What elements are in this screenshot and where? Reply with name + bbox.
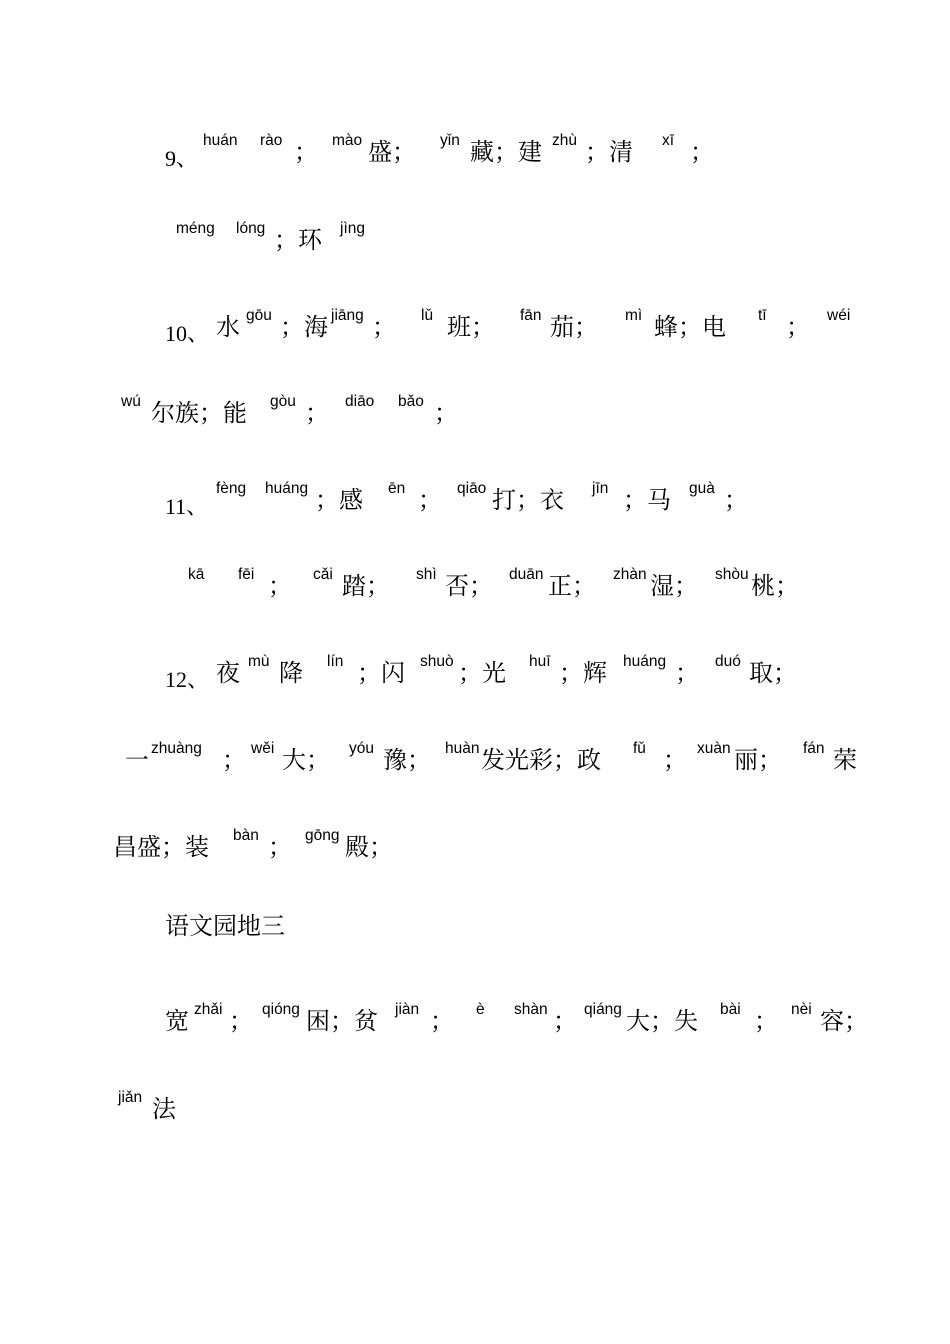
pinyin-annotation: shì xyxy=(416,566,437,583)
hanzi-text: ； xyxy=(372,313,396,341)
pinyin-annotation: bàn xyxy=(233,827,259,844)
pinyin-annotation: qiāo xyxy=(457,480,487,497)
hanzi-text: ； xyxy=(724,486,748,514)
text-line xyxy=(0,303,950,393)
hanzi-text: 桃； xyxy=(751,572,799,600)
pinyin-annotation: lǔ xyxy=(421,307,434,324)
hanzi-text: ；闪 xyxy=(357,659,405,687)
hanzi-text: ； xyxy=(553,1007,577,1035)
item-number: 9、 xyxy=(165,146,199,171)
pinyin-annotation: mì xyxy=(625,307,643,324)
text-line xyxy=(0,1085,950,1175)
hanzi-text: ； xyxy=(222,746,246,774)
pinyin-annotation: fēi xyxy=(238,566,255,583)
hanzi-text: ；环 xyxy=(274,226,322,254)
hanzi-text: 容； xyxy=(820,1007,868,1035)
section-heading: 语文园地三 xyxy=(165,912,285,940)
pinyin-annotation: zhuàng xyxy=(151,740,202,757)
pinyin-annotation: qióng xyxy=(262,1001,300,1018)
hanzi-text: 尔族；能 xyxy=(151,399,247,427)
hanzi-text: 昌盛；装 xyxy=(113,833,209,861)
pinyin-annotation: gòu xyxy=(270,393,296,410)
pinyin-annotation: fèng xyxy=(216,480,247,497)
pinyin-annotation: lóng xyxy=(236,220,266,237)
pinyin-annotation: guà xyxy=(689,480,715,497)
hanzi-text: 水 xyxy=(216,313,240,341)
hanzi-text: ； xyxy=(754,1007,778,1035)
pinyin-annotation: bǎo xyxy=(398,393,424,410)
hanzi-text: 盛； xyxy=(368,138,416,166)
text-line xyxy=(0,736,950,826)
hanzi-text: ； xyxy=(268,572,292,600)
pinyin-annotation: zhù xyxy=(552,132,577,149)
hanzi-text: 发光彩；政 xyxy=(481,746,601,774)
hanzi-text: 荣 xyxy=(833,746,857,774)
pinyin-annotation: huàn xyxy=(445,740,480,757)
pinyin-annotation: rào xyxy=(260,132,283,149)
hanzi-text: 夜 xyxy=(216,659,240,687)
pinyin-annotation: fǔ xyxy=(633,740,646,757)
hanzi-text: ； xyxy=(430,1007,454,1035)
pinyin-annotation: jiāng xyxy=(331,307,364,324)
pinyin-annotation: xuàn xyxy=(697,740,731,757)
hanzi-text: 宽 xyxy=(165,1007,189,1035)
hanzi-text: ； xyxy=(268,833,292,861)
hanzi-text: ； xyxy=(663,746,687,774)
hanzi-text: 正； xyxy=(548,572,596,600)
pinyin-annotation: yóu xyxy=(349,740,374,757)
pinyin-annotation: wéi xyxy=(827,307,851,324)
hanzi-text: 大； xyxy=(282,746,330,774)
hanzi-text: ；辉 xyxy=(559,659,607,687)
hanzi-text: ； xyxy=(434,399,458,427)
hanzi-text: 法 xyxy=(152,1095,176,1123)
pinyin-annotation: zhàn xyxy=(613,566,647,583)
hanzi-text: ；感 xyxy=(315,486,363,514)
hanzi-text: 殿； xyxy=(345,833,393,861)
hanzi-text: ；光 xyxy=(458,659,506,687)
text-line xyxy=(0,649,950,739)
hanzi-text: ；马 xyxy=(623,486,671,514)
hanzi-text: 打；衣 xyxy=(492,486,564,514)
pinyin-annotation: yǐn xyxy=(440,132,460,149)
hanzi-text: ； xyxy=(418,486,442,514)
pinyin-annotation: jiǎn xyxy=(118,1089,143,1106)
pinyin-annotation: diāo xyxy=(345,393,375,410)
hanzi-text: 藏；建 xyxy=(470,138,542,166)
hanzi-text: 降 xyxy=(279,659,303,687)
text-line xyxy=(0,389,950,479)
pinyin-annotation: huáng xyxy=(623,653,667,670)
pinyin-annotation: shàn xyxy=(514,1001,548,1018)
pinyin-annotation: tī xyxy=(758,307,767,324)
hanzi-text: 否； xyxy=(445,572,493,600)
pinyin-annotation: duó xyxy=(715,653,741,670)
pinyin-annotation: zhǎi xyxy=(194,1001,223,1018)
item-number: 12、 xyxy=(165,667,210,692)
pinyin-annotation: jīn xyxy=(592,480,609,497)
pinyin-annotation: huī xyxy=(529,653,551,670)
pinyin-annotation: shuò xyxy=(420,653,454,670)
pinyin-annotation: huáng xyxy=(265,480,309,497)
pinyin-annotation: jìng xyxy=(340,220,365,237)
pinyin-annotation: mào xyxy=(332,132,363,149)
hanzi-text: ；海 xyxy=(280,313,328,341)
pinyin-annotation: wú xyxy=(121,393,141,410)
pinyin-annotation: fán xyxy=(803,740,825,757)
hanzi-text: ； xyxy=(690,138,714,166)
item-number: 11、 xyxy=(165,494,209,519)
pinyin-annotation: huán xyxy=(203,132,238,149)
text-line xyxy=(0,562,950,652)
pinyin-annotation: kā xyxy=(188,566,205,583)
pinyin-annotation: ēn xyxy=(388,480,406,497)
pinyin-annotation: è xyxy=(476,1001,485,1018)
pinyin-annotation: jiàn xyxy=(395,1001,420,1018)
hanzi-text: 丽； xyxy=(734,746,782,774)
item-number: 10、 xyxy=(165,321,210,346)
pinyin-annotation: lín xyxy=(327,653,344,670)
pinyin-annotation: mù xyxy=(248,653,270,670)
hanzi-text: ； xyxy=(675,659,699,687)
pinyin-annotation: méng xyxy=(176,220,215,237)
text-line xyxy=(0,476,950,566)
hanzi-text: ； xyxy=(229,1007,253,1035)
hanzi-text: 湿； xyxy=(650,572,698,600)
pinyin-annotation: cǎi xyxy=(313,566,333,583)
hanzi-text: 一 xyxy=(125,746,149,774)
pinyin-annotation: wěi xyxy=(251,740,275,757)
hanzi-text: 取； xyxy=(749,659,797,687)
hanzi-text: 班； xyxy=(447,313,495,341)
pinyin-annotation: bài xyxy=(720,1001,741,1018)
hanzi-text: 蜂；电 xyxy=(654,313,726,341)
pinyin-annotation: fān xyxy=(520,307,542,324)
pinyin-annotation: gōu xyxy=(246,307,272,324)
text-line xyxy=(0,997,950,1087)
hanzi-text: 踏； xyxy=(342,572,390,600)
hanzi-text: ；清 xyxy=(585,138,633,166)
text-line xyxy=(0,823,950,913)
hanzi-text: 茄； xyxy=(550,313,598,341)
text-line xyxy=(0,216,950,306)
hanzi-text: 困；贫 xyxy=(306,1007,378,1035)
hanzi-text: 豫； xyxy=(383,746,431,774)
pinyin-annotation: xī xyxy=(662,132,675,149)
pinyin-annotation: shòu xyxy=(715,566,749,583)
pinyin-annotation: nèi xyxy=(791,1001,812,1018)
text-line xyxy=(0,128,950,218)
pinyin-annotation: duān xyxy=(509,566,544,583)
pinyin-annotation: gōng xyxy=(305,827,340,844)
hanzi-text: ； xyxy=(305,399,329,427)
hanzi-text: 大；失 xyxy=(626,1007,698,1035)
hanzi-text: ； xyxy=(294,138,318,166)
pinyin-annotation: qiáng xyxy=(584,1001,622,1018)
hanzi-text: ； xyxy=(786,313,810,341)
